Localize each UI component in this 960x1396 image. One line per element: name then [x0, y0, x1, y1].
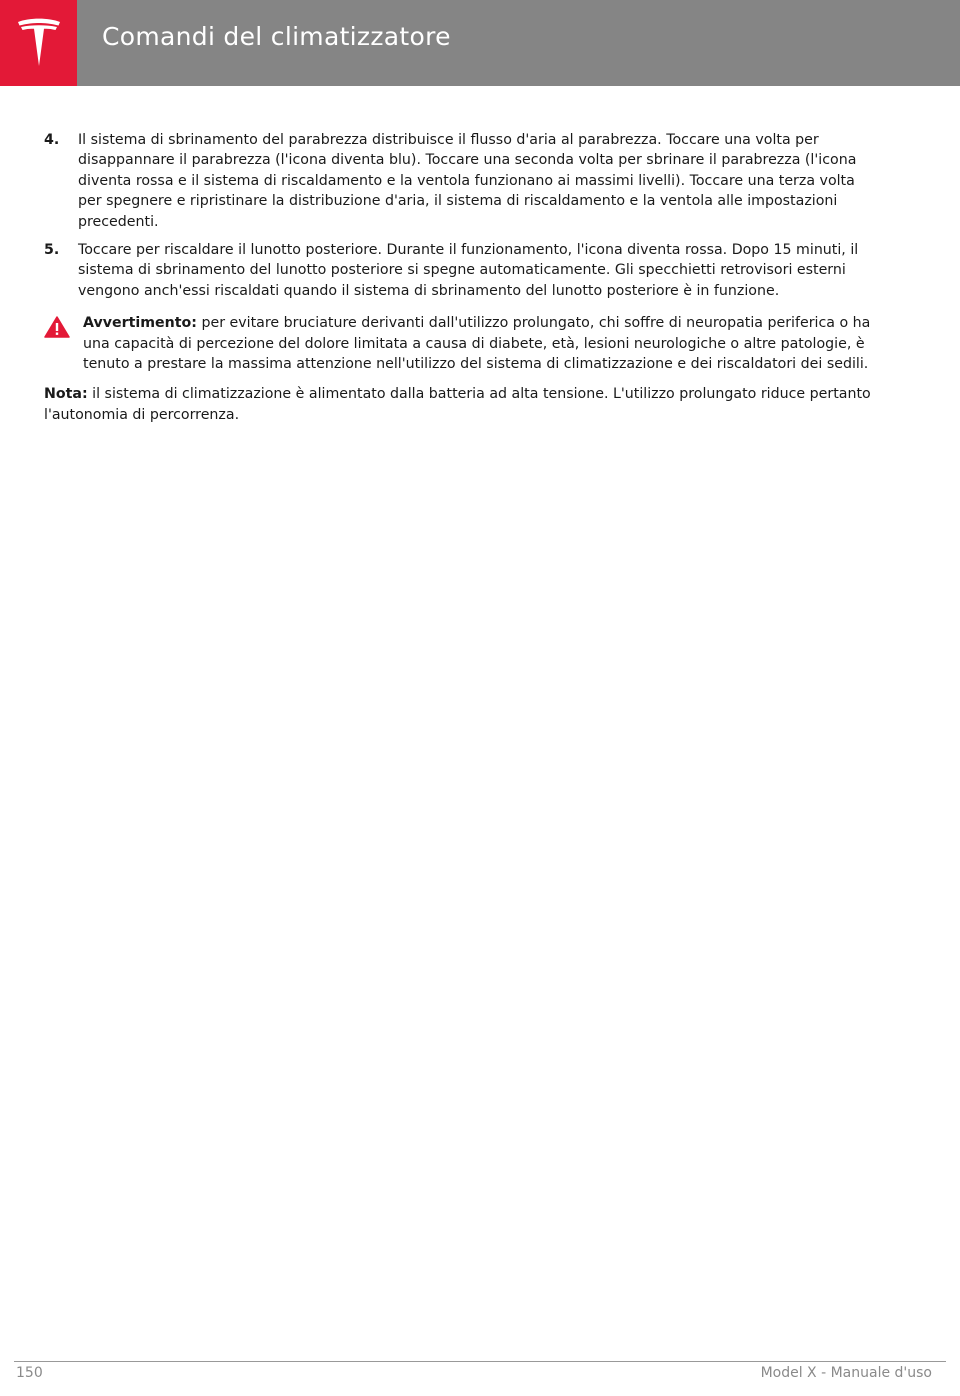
- logo-block: [0, 0, 77, 86]
- note-paragraph: [44, 384, 874, 425]
- list-item-number: 4.: [44, 132, 60, 148]
- list-item-text: Il sistema di sbrinamento del parabrezza distribuisce il flusso d'aria al parabrezza. Toccare una volta per disappannare il parabrezza (l'icona diventa blu). Toccare una seconda volta per sbrinare il parabrezza (l'icona diventa rossa e il sistema di riscaldamento e la ventola funzionano ai massimi livelli). Toccare una terza volta per spegnere e ripristinare la distribuzione d'aria, il sistema di riscaldamento e la ventola alle impostazioni precedenti.: [78, 132, 857, 230]
- tesla-logo-icon: [15, 16, 63, 70]
- warning-text: per evitare bruciature derivanti dall'utilizzo prolungato, chi soffre di neuropatia periferica o ha una capacità di percezione del dolore limitata a causa di diabete, età, lesioni neurologiche o altre patologie, è tenuto a prestare la massima attenzione nell'utilizzo del sistema di climatizzazione e dei riscaldatori dei sedili.: [83, 315, 871, 373]
- warning-triangle-icon: [44, 316, 70, 338]
- warning-label: Avvertimento:: [83, 315, 197, 332]
- warning-callout: [44, 313, 874, 374]
- note-label: Nota:: [44, 386, 88, 403]
- note-text: il sistema di climatizzazione è alimentato dalla batteria ad alta tensione. L'utilizzo prolungato riduce pertanto l'autonomia di percorrenza.: [44, 386, 871, 423]
- footer-divider: [14, 1361, 946, 1362]
- page-number: 150: [16, 1365, 43, 1381]
- list-item: [44, 130, 874, 232]
- page-content: [44, 130, 874, 425]
- list-item-number: 5.: [44, 242, 60, 259]
- book-title: Model X - Manuale d'uso: [760, 1365, 932, 1381]
- page-header: [0, 0, 960, 86]
- list-item-text: Toccare per riscaldare il lunotto posteriore. Durante il funzionamento, l'icona diventa rossa. Dopo 15 minuti, il sistema di sbrinamento del lunotto posteriore si spegne automaticamente. Gli specchietti retrovisori esterni vengono anch'essi riscaldati quando il sistema di sbrinamento del lunotto posteriore è in funzione.: [78, 242, 859, 299]
- page-title: Comandi del climatizzatore: [102, 22, 451, 51]
- list-item: [44, 240, 874, 301]
